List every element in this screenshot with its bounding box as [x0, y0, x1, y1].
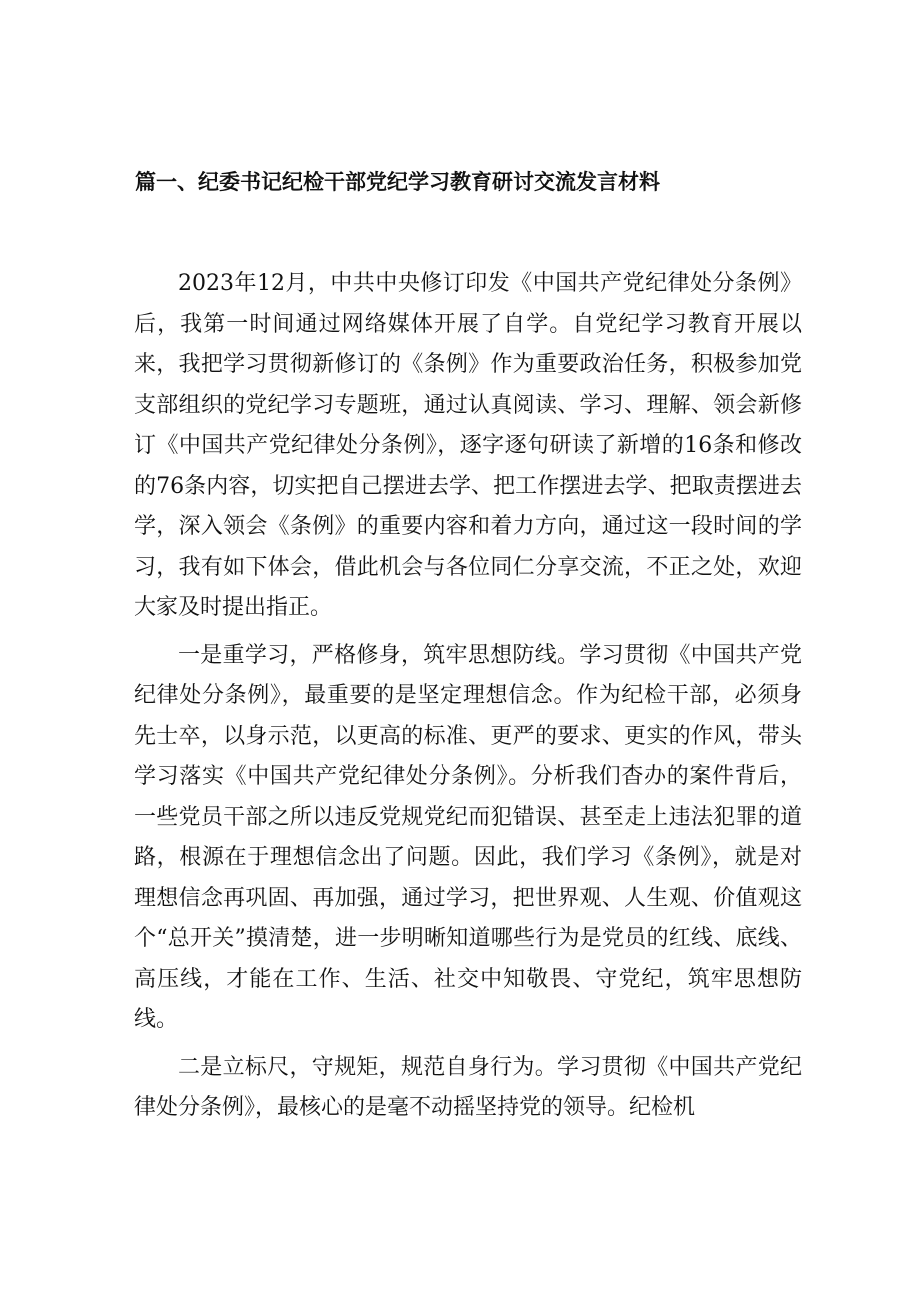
paragraph-intro: 2023年12月，中共中央修订印发《中国共产党纪律处分条例》后，我第一时间通过网络媒体开展了自学。自党纪学习教育开展以来，我把学习贯彻新修订的《条例》作为重要政治任务，积极参加党支部组织的党纪学习专题班，通过认真阅读、学习、理解、领会新修订《中国共产党纪律处分条例》，逐字逐句研读了新增的16条和修改的76条内容，切实把自己摆进去学、把工作摆进去学、把取责摆进去学，深入领会《条例》的重要内容和着力方向，通过这一段时间的学习，我有如下体会，借此机会与各位同仁分享交流，不正之处，欢迎大家及时提出指正。 — [134, 271, 802, 620]
paragraph-point-one: 一是重学习，严格修身，筑牢思想防线。学习贯彻《中国共产党纪律处分条例》，最重要的是坚定理想信念。作为纪检干部，必须身先士卒，以身示范，以更高的标准、更严的要求、更实的作风，带头学习落实《中国共产党纪律处分条例》。分析我们杳办的案件背后，一些党员干部之所以违反党规党纪而犯错误、甚至走上违法犯罪的道路，根源在于理想信念出了问题。因此，我们学习《条例》，就是对理想信念再巩固、再加强，通过学习，把世界观、人生观、价值观这个“总开关”摸清楚，进一步明晰知道哪些行为是党员的红线、底线、高压线，才能在工作、生活、社交中知敬畏、守党纪，筑牢思想防线。 — [134, 642, 802, 1032]
document-title: 篇一、纪委书记纪检干部党纪学习教育研讨交流发言材料 — [135, 170, 660, 194]
paragraph-point-two: 二是立标尺，守规矩，规范自身行为。学习贯彻《中国共产党纪律处分条例》，最核心的是毫不动摇坚持党的领导。纪检机 — [134, 1054, 802, 1120]
document-body — [134, 264, 802, 1136]
